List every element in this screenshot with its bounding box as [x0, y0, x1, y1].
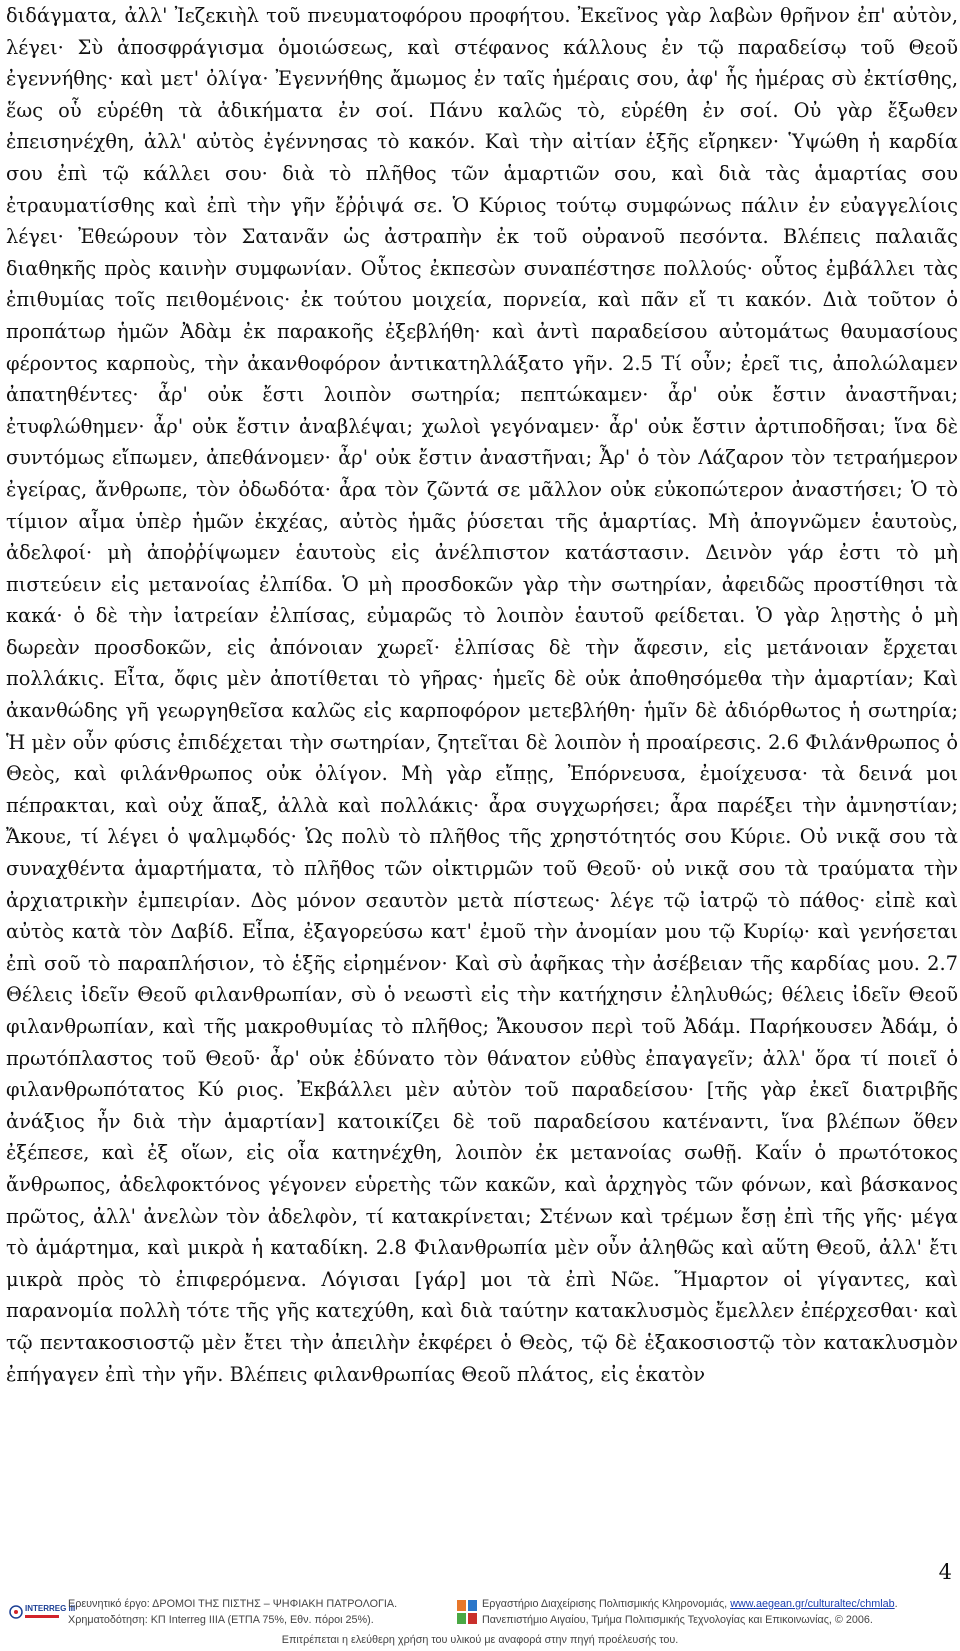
usage-notice: Επιτρέπεται η ελεύθερη χρήση του υλικού με αναφορά στην πηγή προέλευσής του.: [281, 1634, 679, 1646]
lab-logo-icon: [456, 1598, 478, 1626]
lab-line: [482, 1596, 956, 1612]
funding-line: Χρηματοδότηση: ΚΠ Interreg IIIA (ΕΤΠΑ 75%, Εθν. πόροι 25%).: [68, 1614, 374, 1626]
funding-credit: [8, 1596, 448, 1632]
lab-name: Εργαστήριο Διαχείρισης Πολιτισμικής Κληρονομιάς,: [482, 1598, 728, 1610]
funding-credit-text: [68, 1596, 448, 1628]
interreg-logo: [8, 1600, 76, 1624]
page-body-text: [6, 0, 958, 1580]
lab-line-end: .: [894, 1598, 898, 1610]
page-number: 4: [938, 1560, 952, 1584]
lab-website-link[interactable]: www.aegean.gr/culturaltec/chmlab: [730, 1598, 895, 1610]
project-line: Ερευνητικό έργο: ΔΡΟΜΟΙ ΤΗΣ ΠΙΣΤΗΣ – ΨΗΦΙΑΚΗ ΠΑΤΡΟΛΟΓΙΑ.: [68, 1598, 398, 1610]
page-footer: [0, 1590, 960, 1651]
lab-credit: [456, 1596, 956, 1632]
body-paragraph: διδάγματα, ἀλλ' Ἰεζεκιὴλ τοῦ πνευματοφόρου προφήτου. Ἐκεῖνος γὰρ λαβὼν θρῆνον ἐπ' αὐτὸν, λέγει· Σὺ ἀποσφράγισμα ὁμοιώσεως, καὶ στέφανος κάλλους ἐν τῷ παραδείσῳ τοῦ Θεοῦ ἐγεννήθης· καὶ μετ' ὀλίγα· Ἐγεννήθης ἄμωμος ἐν ταῖς ἡμέραις σου, ἀφ' ἧς ἡμέρας σὺ ἐκτίσθης, ἕως οὗ εὑρέθη τὰ ἀδικήματα ἐν σοί. Πάνυ καλῶς τὸ, εὑρέθη ἐν σοί. Οὐ γὰρ ἔξωθεν ἐπεισηνέχθη, ἀλλ' αὐτὸς ἐγέννησας τὸ κακόν. Καὶ τὴν αἰτίαν ἑξῆς εἴρηκεν· Ὑψώθη ἡ καρδία σου ἐπὶ τῷ κάλλει σου· διὰ τὸ πλῆθος τῶν ἁμαρτιῶν σου, καὶ διὰ τὰς ἁμαρτίας σου ἐτραυματίσθης καὶ ἐπὶ τὴν γῆν ἔῤῥιψά σε. Ὁ Κύριος τούτῳ συμφώνως πάλιν ἐν εὐαγγελίοις λέγει· Ἐθεώρουν τὸν Σατανᾶν ὡς ἀστραπὴν ἐκ τοῦ οὐρανοῦ πεσόντα. Βλέπεις παλαιᾶς διαθηκῆς πρὸς καινὴν συμφωνίαν. Οὗτος ἐκπεσὼν συναπέστησε πολλούς· οὗτος ἐμβάλλει τὰς ἐπιθυμίας τοῖς πειθομένοις· ἐκ τούτου μοιχεία, πορνεία, καὶ πᾶν εἴ τι κακόν. Διὰ τοῦτον ὁ προπάτωρ ἡμῶν Ἀδὰμ ἐκ παρακοῆς ἐξεβλήθη· καὶ ἀντὶ παραδείσου αὐτομάτως θαυμασίους φέροντος καρποὺς, τὴν ἀκανθοφόρον ἀντικατηλλάξατο γῆν. 2.5 Τί οὖν; ἐρεῖ τις, ἀπολώλαμεν ἀπατηθέντες· ἆρ' οὐκ ἔστι λοιπὸν σωτηρία; πεπτώκαμεν· ἆρ' οὐκ ἔστιν ἀναστῆναι; ἐτυφλώθημεν· ἆρ' οὐκ ἔστιν ἀναβλέψαι; χωλοὶ γεγόναμεν· ἆρ' οὐκ ἔστιν ἀρτιποδῆσαι; ἵνα δὲ συντόμως εἴπωμεν, ἀπεθάνομεν· ἆρ' οὐκ ἔστιν ἀναστῆναι; Ἆρ' ὁ τὸν Λάζαρον τὸν τετραήμερον ἐγείρας, ἄνθρωπε, τὸν ὀδωδότα· ἆρα τὸν ζῶντά σε μᾶλλον οὐκ εὐκοπώτερον ἀναστήσει; Ὁ τὸ τίμιον αἷμα ὑπὲρ ἡμῶν ἐκχέας, αὐτὸς ἡμᾶς ῥύσεται τῆς ἁμαρτίας. Μὴ ἀπογνῶμεν ἑαυτοὺς, ἀδελφοί· μὴ ἀποῤῥίψωμεν ἑαυτοὺς εἰς ἀνέλπιστον κατάστασιν. Δεινὸν γάρ ἐστι τὸ μὴ πιστεύειν εἰς μετανοίας ἐλπίδα. Ὁ μὴ προσδοκῶν γὰρ τὴν σωτηρίαν, ἀφειδῶς προστίθησι τὰ κακά· ὁ δὲ τὴν ἰατρείαν ἐλπίσας, εὐμαρῶς τὸ λοιπὸν ἑαυτοῦ φείδεται. Ὁ γὰρ λῃστὴς ὁ μὴ δωρεὰν προσδοκῶν, εἰς ἀπόνοιαν χωρεῖ· ἐλπίσας δὲ τὴν ἄφεσιν, εἰς μετάνοιαν ἔρχεται πολλάκις. Εἶτα, ὄφις μὲν ἀποτίθεται τὸ γῆρας· ἡμεῖς δὲ οὐκ ἀποθησόμεθα τὴν ἁμαρτίαν; Καὶ ἀκανθώδης γῆ γεωργηθεῖσα καλῶς εἰς καρποφόρον μετεβλήθη· ἡμῖν δὲ ἀδιόρθωτος ἡ σωτηρία; Ἡ μὲν οὖν φύσις ἐπιδέχεται τὴν σωτηρίαν, ζητεῖται δὲ λοιπὸν ἡ προαίρεσις. 2.6 Φιλάνθρωπος ὁ Θεὸς, καὶ φιλάνθρωπος οὐκ ὀλίγον. Μὴ γὰρ εἴπῃς, Ἐπόρνευσα, ἐμοίχευσα· τὰ δεινά μοι πέπρακται, καὶ οὐχ ἅπαξ, ἀλλὰ καὶ πολλάκις· ἆρα συγχωρήσει; ἆρα παρέξει τὴν ἀμνηστίαν; Ἄκουε, τί λέγει ὁ ψαλμῳδός· Ὡς πολὺ τὸ πλῆθος τῆς χρηστότητός σου Κύριε. Οὐ νικᾷ σου τὰ συναχθέντα ἁμαρτήματα, τὸ πλῆθος τῶν οἰκτιρμῶν τοῦ Θεοῦ· οὐ νικᾷ σου τὰ τραύματα τὴν ἀρχιατρικὴν ἐμπειρίαν. Δὸς μόνον σεαυτὸν μετὰ πίστεως· λέγε τῷ ἰατρῷ τὸ πάθος· εἰπὲ καὶ αὐτὸς κατὰ τὸν Δαβίδ. Εἶπα, ἐξαγορεύσω κατ' ἐμοῦ τὴν ἀνομίαν μου τῷ Κυρίῳ· καὶ γενήσεται ἐπὶ σοῦ τὸ παραπλήσιον, τὸ ἑξῆς εἰρημένον· Καὶ σὺ ἀφῆκας τὴν ἀσέβειαν τῆς καρδίας μου. 2.7 Θέλεις ἰδεῖν Θεοῦ φιλανθρωπίαν, σὺ ὁ νεωστὶ εἰς τὴν κατήχησιν ἐληλυθώς; θέλεις ἰδεῖν Θεοῦ φιλανθρωπίαν, καὶ τῆς μακροθυμίας τὸ πλῆθος; Ἄκουσον περὶ τοῦ Ἀδάμ. Παρήκουσεν Ἀδάμ, ὁ πρωτόπλαστος τοῦ Θεοῦ· ἆρ' οὐκ ἐδύνατο τὸν θάνατον εὐθὺς ἐπαγαγεῖν; ἀλλ' ὅρα τί ποιεῖ ὁ φιλανθρωπότατος Κύ ριος. Ἐκβάλλει μὲν αὐτὸν τοῦ παραδείσου· [τῆς γὰρ ἐκεῖ διατριβῆς ἀνάξιος ἦν διὰ τὴν ἁμαρτίαν] κατοικίζει δὲ τοῦ παραδείσου κατέναντι, ἵνα βλέπων ὅθεν ἐξέπεσε, καὶ ἐξ οἵων, εἰς οἷα κατηνέχθη, λοιπὸν ἐκ μετανοίας σωθῇ. Καΐν ὁ πρωτότοκος ἄνθρωπος, ἀδελφοκτόνος γέγονεν εὑρετὴς τῶν κακῶν, καὶ ἀρχηγὸς τῶν φόνων, καὶ βάσκανος πρῶτος, ἀλλ' ἀνελὼν τὸν ἀδελφὸν, τί κατακρίνεται; Στένων καὶ τρέμων ἔσῃ ἐπὶ τῆς γῆς· μέγα τὸ ἁμάρτημα, καὶ μικρὰ ἡ καταδίκη. 2.8 Φιλανθρωπία μὲν οὖν ἀληθῶς καὶ αὕτη Θεοῦ, ἀλλ' ἔτι μικρὰ πρὸς τὸ ἐπιφερόμενα. Λόγισαι [γάρ] μοι τὰ ἐπὶ Νῶε. Ἥμαρτον οἱ γίγαντες, καὶ παρανομία πολλὴ τότε τῆς γῆς κατεχύθη, καὶ διὰ ταύτην κατακλυσμὸς ἔμελλεν ἐπέρχεσθαι· καὶ τῷ πεντακοσιοστῷ μὲν ἔτει τὴν ἀπειλὴν ἐκφέρει ὁ Θεὸς, τῷ δὲ ἑξακοσιοστῷ τὸν κατακλυσμὸν ἐπήγαγεν ἐπὶ τὴν γῆν. Βλέπεις φιλανθρωπίας Θεοῦ πλάτος, εἰς ἑκατὸν: [6, 4, 958, 1386]
interreg-logo-wordmark: INTERREG III: [25, 1604, 76, 1613]
lab-credit-text: [482, 1596, 956, 1628]
university-line: Πανεπιστήμιο Αιγαίου, Τμήμα Πολιτισμικής Τεχνολογίας και Επικοινωνίας, © 2006.: [482, 1614, 873, 1626]
